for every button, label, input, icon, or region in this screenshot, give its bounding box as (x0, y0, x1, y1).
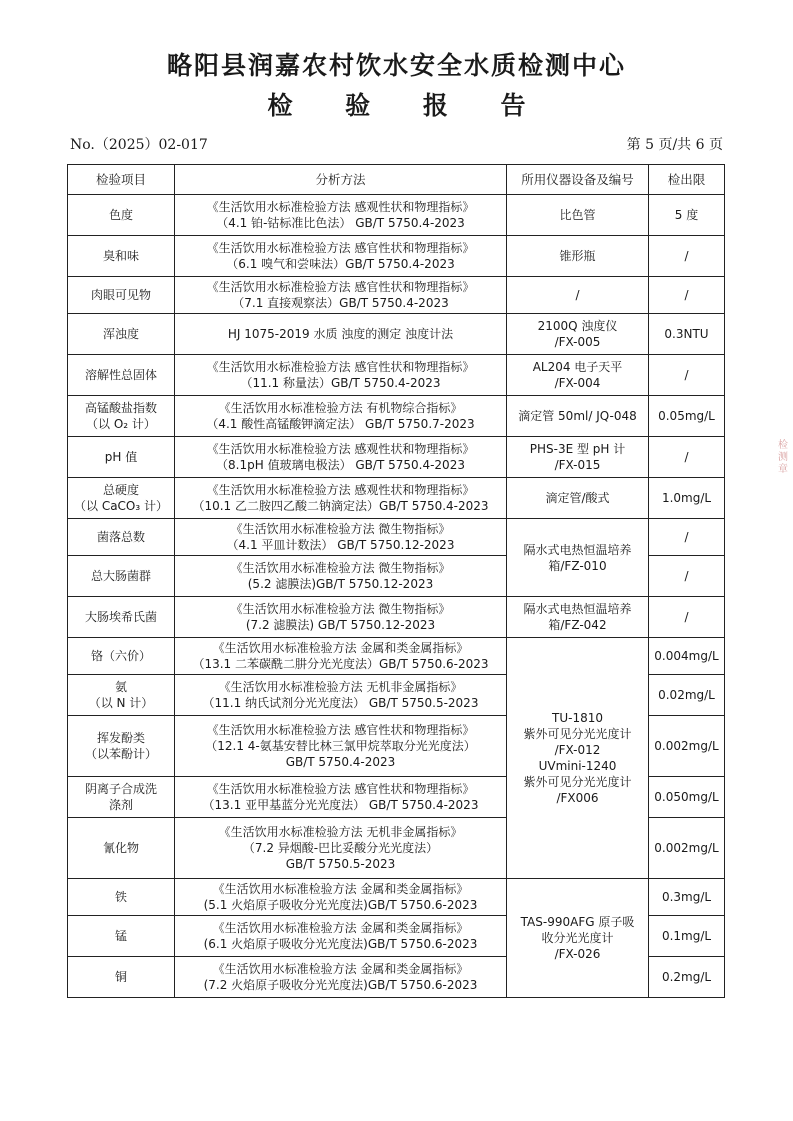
item-cell (68, 355, 175, 396)
limit-cell: / (649, 236, 725, 277)
item-cell-line: 总硬度 (102, 483, 139, 497)
instrument-cell-line: / (575, 288, 580, 302)
method-cell-line: (5.2 滤膜法)GB/T 5750.12-2023 (247, 577, 434, 591)
method-cell-line: 《生活饮用水标准检验方法 金属和类金属指标》 (212, 882, 469, 896)
limit-cell: / (649, 597, 725, 638)
instrument-cell-line: PHS-3E 型 pH 计 (529, 442, 626, 456)
instrument-cell-line: AL204 电子天平 (532, 360, 623, 374)
item-cell (68, 879, 175, 916)
limit-cell: 0.3NTU (649, 314, 725, 355)
instrument-cell-line: 锥形瓶 (559, 249, 596, 263)
instrument-cell (507, 597, 649, 638)
instrument-cell (507, 195, 649, 236)
item-cell-line: pH 值 (104, 450, 138, 464)
header-instrument: 所用仪器设备及编号 (507, 165, 649, 195)
method-cell (175, 396, 507, 437)
page-number: 第 5 页/共 6 页 (626, 137, 723, 153)
method-cell-line: （12.1 4-氨基安替比林三氯甲烷萃取分光光度法） (205, 739, 476, 753)
method-cell-line: （4.1 平皿计数法） GB/T 5750.12-2023 (226, 538, 455, 552)
item-cell (68, 957, 175, 998)
instrument-cell (507, 236, 649, 277)
method-cell-line: 《生活饮用水标准检验方法 感官性状和物理指标》 (206, 280, 475, 294)
table-row (68, 519, 725, 556)
table-row (68, 355, 725, 396)
instrument-cell (507, 396, 649, 437)
table-row (68, 638, 725, 675)
item-cell-line: （以 N 计） (88, 696, 154, 710)
method-cell (175, 957, 507, 998)
limit-cell: 0.02mg/L (649, 675, 725, 716)
instrument-cell-line: /FX-005 (554, 335, 601, 349)
method-cell-line: GB/T 5750.4-2023 (285, 755, 396, 769)
instrument-cell-line: 箱/FZ-042 (548, 618, 607, 632)
instrument-cell-line: /FX006 (556, 791, 599, 805)
instrument-cell-line: /FX-004 (554, 376, 601, 390)
limit-cell: 0.050mg/L (649, 777, 725, 818)
margin-stamp: 检 测 章 (778, 440, 788, 475)
method-cell-line: 《生活饮用水标准检验方法 无机非金属指标》 (218, 825, 463, 839)
method-cell-line: （11.1 称量法）GB/T 5750.4-2023 (240, 376, 441, 390)
limit-cell: 0.002mg/L (649, 818, 725, 879)
limit-cell: 1.0mg/L (649, 478, 725, 519)
item-cell-line: （以 O₂ 计） (86, 417, 156, 431)
method-cell (175, 675, 507, 716)
method-cell-line: 《生活饮用水标准检验方法 微生物指标》 (230, 602, 451, 616)
item-cell-line: 高锰酸盐指数 (84, 401, 157, 415)
limit-cell: 0.1mg/L (649, 916, 725, 957)
item-cell (68, 638, 175, 675)
limit-cell: 5 度 (649, 195, 725, 236)
item-cell-line: 大肠埃希氏菌 (84, 610, 157, 624)
method-cell-line: （6.1 嗅气和尝味法）GB/T 5750.4-2023 (226, 257, 455, 271)
item-cell-line: 菌落总数 (96, 530, 145, 544)
method-cell (175, 597, 507, 638)
item-cell-line: 涤剂 (108, 798, 133, 812)
method-cell-line: （4.1 铂-钴标准比色法） GB/T 5750.4-2023 (216, 216, 465, 230)
method-cell-line: 《生活饮用水标准检验方法 金属和类金属指标》 (212, 921, 469, 935)
instrument-cell-line: /FX-012 (554, 743, 601, 757)
method-cell-line: 《生活饮用水标准检验方法 金属和类金属指标》 (212, 641, 469, 655)
limit-cell: 0.004mg/L (649, 638, 725, 675)
instrument-cell-line: UVmini-1240 (538, 759, 617, 773)
method-cell-line: (6.1 火焰原子吸收分光光度法)GB/T 5750.6-2023 (203, 937, 478, 951)
item-cell (68, 716, 175, 777)
limit-cell: 0.05mg/L (649, 396, 725, 437)
table-row (68, 437, 725, 478)
item-cell-line: 氰化物 (102, 841, 139, 855)
item-cell-line: 色度 (108, 208, 133, 222)
instrument-cell-line: /FX-026 (554, 947, 601, 961)
method-cell-line: 《生活饮用水标准检验方法 有机物综合指标》 (218, 401, 463, 415)
table-row (68, 236, 725, 277)
method-cell-line: GB/T 5750.5-2023 (285, 857, 396, 871)
org-title: 略阳县润嘉农村饮水安全水质检测中心 (166, 51, 626, 80)
item-cell (68, 916, 175, 957)
table-header-row (68, 165, 725, 195)
method-cell-line: 《生活饮用水标准检验方法 金属和类金属指标》 (212, 962, 469, 976)
method-cell-line: 《生活饮用水标准检验方法 感官性状和物理指标》 (206, 241, 475, 255)
header-item: 检验项目 (68, 165, 175, 195)
method-cell (175, 355, 507, 396)
item-cell (68, 519, 175, 556)
instrument-cell (507, 638, 649, 879)
item-cell (68, 777, 175, 818)
table-row (68, 478, 725, 519)
item-cell (68, 818, 175, 879)
method-cell (175, 879, 507, 916)
method-cell (175, 716, 507, 777)
method-cell (175, 638, 507, 675)
instrument-cell-line: 紫外可见分光光度计 (523, 727, 632, 741)
item-cell-line: 臭和味 (102, 249, 139, 263)
inspection-table (67, 164, 725, 998)
item-cell (68, 277, 175, 314)
method-cell-line: 《生活饮用水标准检验方法 微生物指标》 (230, 561, 451, 575)
method-cell (175, 236, 507, 277)
instrument-cell-line: TU-1810 (552, 711, 603, 725)
method-cell-line: 《生活饮用水标准检验方法 微生物指标》 (230, 522, 451, 536)
instrument-cell (507, 478, 649, 519)
table-row (68, 314, 725, 355)
method-cell-line: （8.1pH 值玻璃电极法） GB/T 5750.4-2023 (216, 458, 465, 472)
instrument-cell-line: 收分光光度计 (541, 931, 614, 945)
method-cell-line: 《生活饮用水标准检验方法 感官性状和物理指标》 (206, 360, 475, 374)
method-cell-line: （11.1 纳氏试剂分光光度法） GB/T 5750.5-2023 (202, 696, 479, 710)
method-cell-line: （10.1 乙二胺四乙酸二钠滴定法）GB/T 5750.4-2023 (192, 499, 489, 513)
instrument-cell (507, 437, 649, 478)
limit-cell: / (649, 519, 725, 556)
method-cell (175, 195, 507, 236)
item-cell (68, 437, 175, 478)
instrument-cell-line: 滴定管/酸式 (545, 491, 610, 505)
table-row (68, 277, 725, 314)
item-cell-line: 氨 (114, 680, 127, 694)
method-cell-line: 《生活饮用水标准检验方法 感官性状和物理指标》 (206, 782, 475, 796)
item-cell (68, 396, 175, 437)
method-cell-line: （7.2 异烟酸-巴比妥酸分光光度法） (242, 841, 439, 855)
item-cell-line: 阴离子合成洗 (84, 782, 157, 796)
method-cell (175, 916, 507, 957)
limit-cell: / (649, 277, 725, 314)
instrument-cell (507, 314, 649, 355)
limit-cell: / (649, 556, 725, 597)
item-cell (68, 195, 175, 236)
method-cell-line: (5.1 火焰原子吸收分光光度法)GB/T 5750.6-2023 (203, 898, 478, 912)
item-cell-line: 浑浊度 (102, 327, 139, 341)
method-cell-line: (7.2 滤膜法) GB/T 5750.12-2023 (245, 618, 436, 632)
item-cell-line: 铜 (114, 970, 127, 984)
method-cell-line: 《生活饮用水标准检验方法 感观性状和物理指标》 (206, 200, 475, 214)
instrument-cell-line: 2100Q 浊度仪 (537, 319, 618, 333)
instrument-cell-line: 比色管 (559, 208, 596, 222)
method-cell-line: 《生活饮用水标准检验方法 感官性状和物理指标》 (206, 723, 475, 737)
item-cell-line: （以苯酚计） (84, 747, 157, 761)
table-row (68, 879, 725, 916)
instrument-cell-line: 紫外可见分光光度计 (523, 775, 632, 789)
table-row (68, 195, 725, 236)
instrument-cell-line: TAS-990AFG 原子吸 (520, 915, 635, 929)
method-cell (175, 437, 507, 478)
method-cell-line: （13.1 二苯碳酰二肼分光光度法）GB/T 5750.6-2023 (192, 657, 489, 671)
item-cell (68, 675, 175, 716)
method-cell-line: (7.2 火焰原子吸收分光光度法)GB/T 5750.6-2023 (203, 978, 478, 992)
limit-cell: 0.2mg/L (649, 957, 725, 998)
item-cell (68, 478, 175, 519)
instrument-cell-line: 隔水式电热恒温培养 (523, 542, 632, 557)
table-row (68, 396, 725, 437)
method-cell (175, 777, 507, 818)
header-limit: 检出限 (649, 165, 725, 195)
method-cell-line: HJ 1075-2019 水质 浊度的测定 浊度计法 (227, 327, 454, 341)
method-cell (175, 556, 507, 597)
item-cell-line: 铬（六价） (90, 649, 151, 663)
item-cell (68, 597, 175, 638)
limit-cell: 0.3mg/L (649, 879, 725, 916)
item-cell (68, 236, 175, 277)
report-number: No.（2025）02-017 (70, 137, 208, 153)
item-cell-line: 铁 (114, 890, 127, 904)
method-cell (175, 478, 507, 519)
item-cell-line: （以 CaCO₃ 计） (74, 499, 168, 513)
item-cell-line: 肉眼可见物 (90, 288, 151, 302)
report-title: 检 验 报 告 (267, 91, 548, 120)
method-cell (175, 818, 507, 879)
instrument-cell (507, 879, 649, 998)
item-cell (68, 314, 175, 355)
instrument-cell (507, 519, 649, 597)
item-cell (68, 556, 175, 597)
instrument-cell (507, 355, 649, 396)
method-cell-line: 《生活饮用水标准检验方法 感观性状和物理指标》 (206, 483, 475, 497)
instrument-cell-line: 隔水式电热恒温培养 (523, 602, 632, 616)
item-cell-line: 溶解性总固体 (84, 368, 157, 382)
method-cell (175, 277, 507, 314)
method-cell-line: （7.1 直接观察法）GB/T 5750.4-2023 (232, 296, 449, 310)
table-row (68, 597, 725, 638)
method-cell (175, 519, 507, 556)
method-cell-line: （13.1 亚甲基蓝分光光度法） GB/T 5750.4-2023 (202, 798, 479, 812)
limit-cell: / (649, 355, 725, 396)
method-cell-line: （4.1 酸性高锰酸钾滴定法） GB/T 5750.7-2023 (206, 417, 475, 431)
limit-cell: 0.002mg/L (649, 716, 725, 777)
instrument-cell (507, 277, 649, 314)
item-cell-line: 挥发酚类 (96, 731, 145, 745)
method-cell-line: 《生活饮用水标准检验方法 感观性状和物理指标》 (206, 442, 475, 456)
method-cell (175, 314, 507, 355)
instrument-cell-line: 滴定管 50ml/ JQ-048 (518, 409, 637, 423)
item-cell-line: 总大肠菌群 (90, 569, 151, 583)
instrument-cell-line: /FX-015 (554, 458, 601, 472)
item-cell-line: 锰 (114, 929, 127, 943)
instrument-cell-line: 箱/FZ-010 (548, 558, 607, 573)
limit-cell: / (649, 437, 725, 478)
method-cell-line: 《生活饮用水标准检验方法 无机非金属指标》 (218, 680, 463, 694)
header-method: 分析方法 (175, 165, 507, 195)
